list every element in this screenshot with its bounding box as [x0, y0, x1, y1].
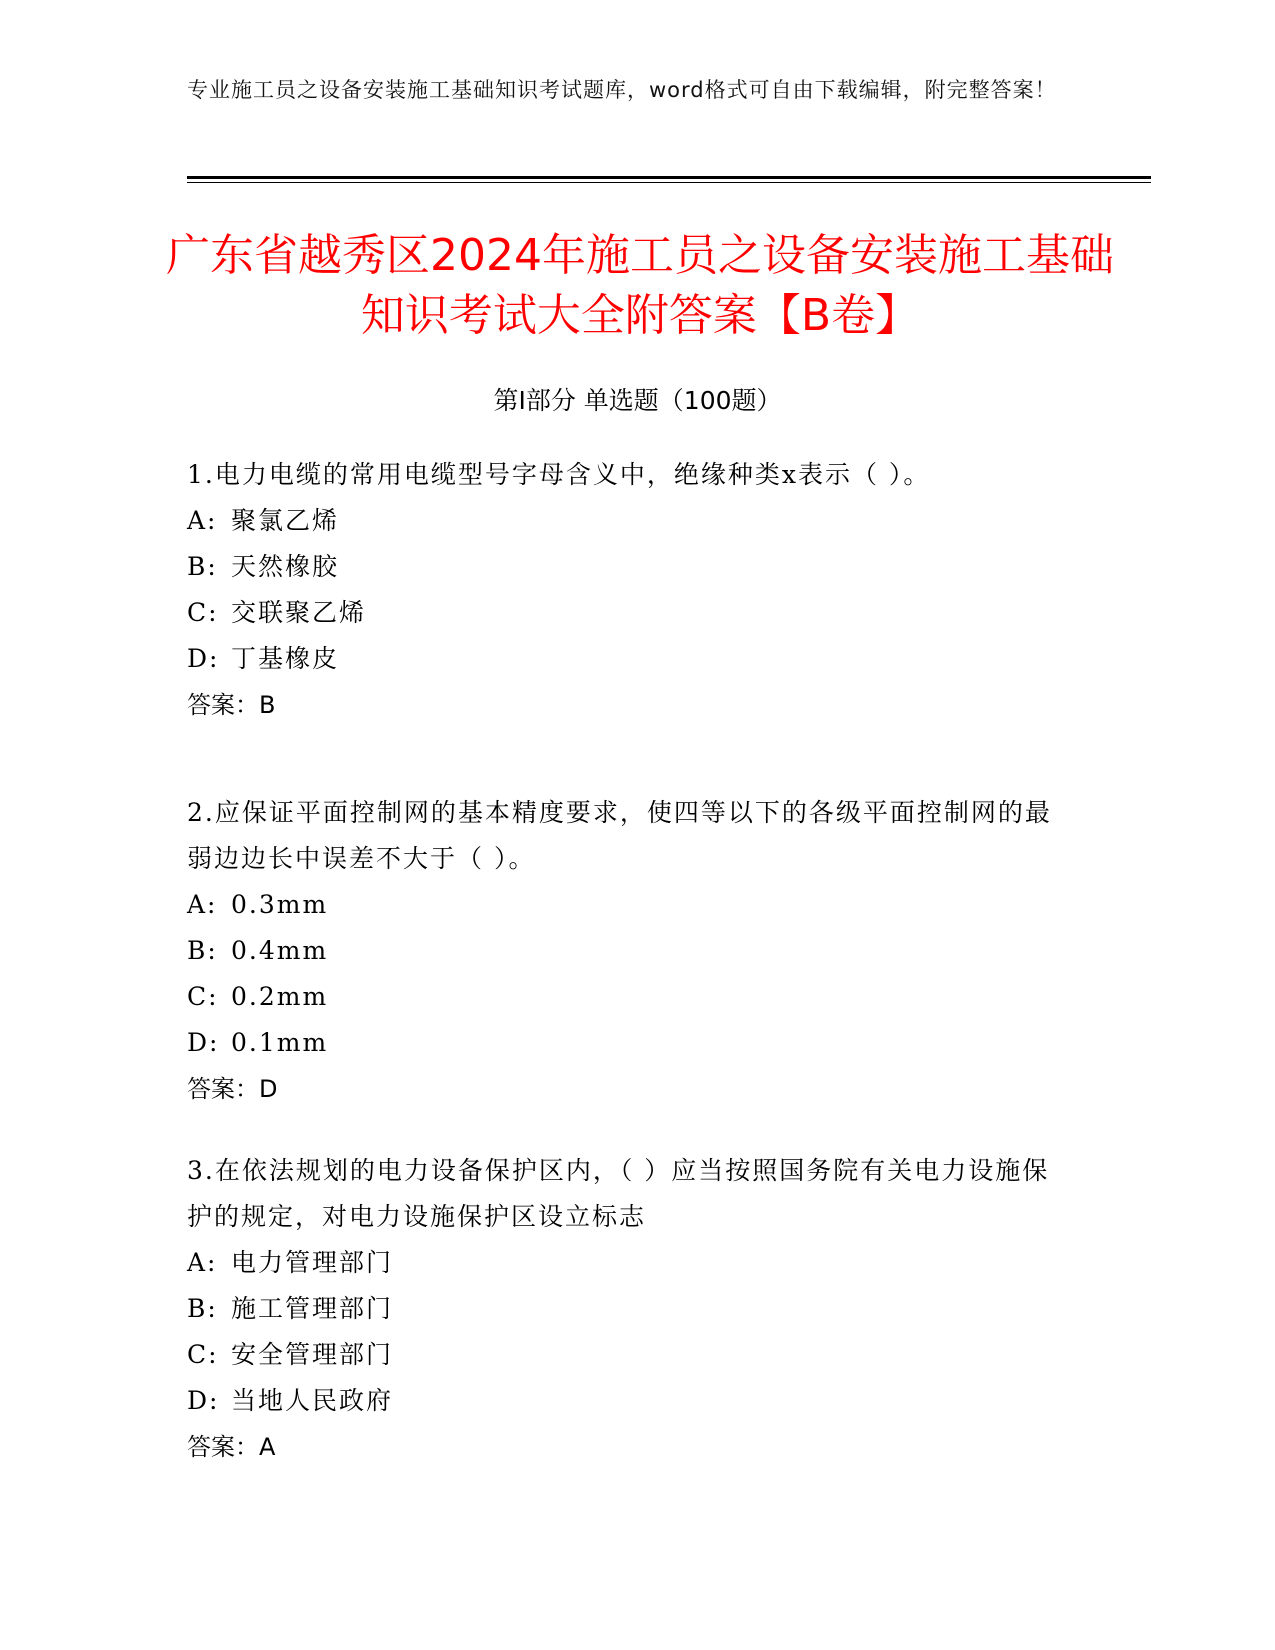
option-text: 交联聚乙烯: [231, 598, 367, 627]
question-text: 3.在依法规划的电力设备保护区内，（ ）应当按照国务院有关电力设施保护的规定，对电力设施保护区设立标志: [187, 1156, 1050, 1231]
option-letter: A:: [187, 890, 218, 919]
option-text: 安全管理部门: [231, 1340, 394, 1369]
option-d: [187, 1020, 1067, 1066]
answer: 答案：A: [187, 1433, 276, 1461]
question-text: 2.应保证平面控制网的基本精度要求，使四等以下的各级平面控制网的最弱边边长中误差不大于（ ）。: [187, 798, 1052, 873]
option-a: [187, 498, 1067, 544]
answer: 答案：B: [187, 691, 276, 719]
option-letter: B:: [187, 936, 218, 965]
option-a: [187, 882, 1067, 928]
header-note: 专业施工员之设备安装施工基础知识考试题库，word格式可自由下载编辑，附完整答案！: [187, 78, 1057, 102]
option-b: [187, 1286, 1067, 1332]
option-text: 当地人民政府: [231, 1386, 394, 1415]
option-letter: D:: [187, 1386, 220, 1415]
option-b: [187, 544, 1067, 590]
option-text: 电力管理部门: [231, 1248, 394, 1277]
option-b: [187, 928, 1067, 974]
option-letter: D:: [187, 1028, 220, 1057]
option-letter: B:: [187, 552, 218, 581]
option-letter: C:: [187, 982, 219, 1011]
option-letter: B:: [187, 1294, 218, 1323]
option-letter: C:: [187, 598, 219, 627]
question-3: [187, 1148, 1067, 1470]
option-text: 天然橡胶: [231, 552, 340, 581]
option-text: 聚氯乙烯: [231, 506, 340, 535]
option-letter: D:: [187, 644, 220, 673]
question-1: [187, 452, 1067, 728]
option-text: 丁基橡皮: [231, 644, 340, 673]
question-2: [187, 790, 1067, 1112]
answer: 答案：D: [187, 1075, 278, 1103]
option-a: [187, 1240, 1067, 1286]
option-letter: A:: [187, 506, 218, 535]
header-rule-thin: [187, 182, 1151, 183]
option-d: [187, 1378, 1067, 1424]
option-text: 施工管理部门: [231, 1294, 394, 1323]
section-title: 第Ⅰ部分 单选题（100题）: [493, 386, 782, 415]
option-text: 0.1mm: [231, 1028, 329, 1057]
question-text: 1.电力电缆的常用电缆型号字母含义中，绝缘种类x表示（ ）。: [187, 460, 931, 489]
option-text: 0.4mm: [231, 936, 329, 965]
option-d: [187, 636, 1067, 682]
option-text: 0.2mm: [231, 982, 329, 1011]
option-c: [187, 590, 1067, 636]
option-text: 0.3mm: [231, 890, 329, 919]
document-title: 广东省越秀区2024年施工员之设备安装施工基础知识考试大全附答案【B卷】: [166, 230, 1114, 341]
option-c: [187, 974, 1067, 1020]
option-letter: C:: [187, 1340, 219, 1369]
option-c: [187, 1332, 1067, 1378]
option-letter: A:: [187, 1248, 218, 1277]
header-rule-thick: [187, 176, 1151, 179]
